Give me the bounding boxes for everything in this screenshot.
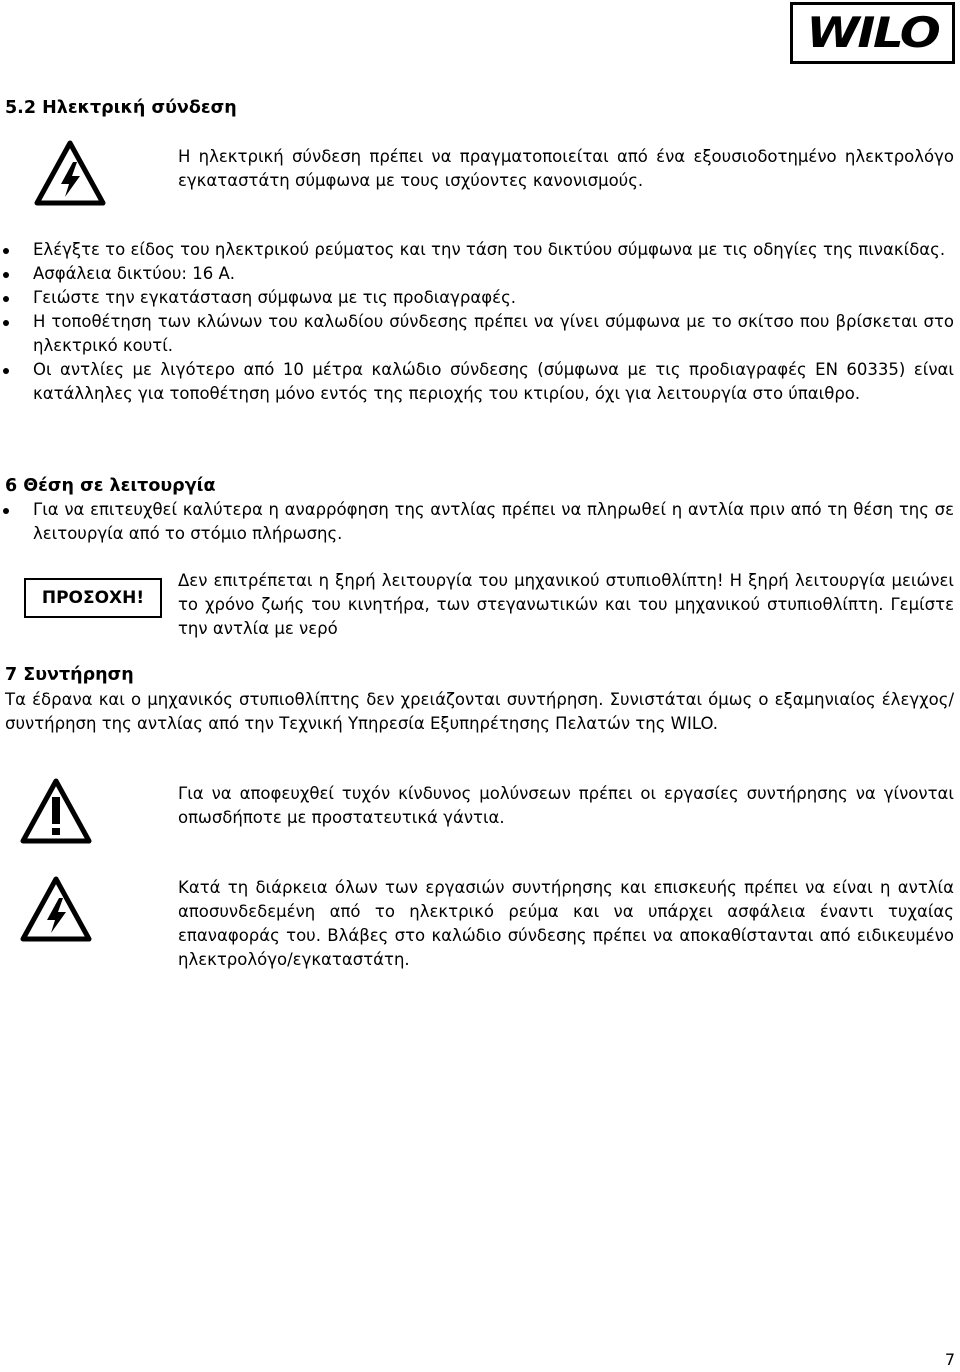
page-number: 7	[944, 1350, 955, 1369]
wilo-logo	[790, 2, 955, 64]
list-item: Γειώστε την εγκατάσταση σύμφωνα με τις προδιαγραφές.	[0, 286, 954, 310]
section-6-heading: 6 Θέση σε λειτουργία	[5, 476, 216, 496]
section-5-2-heading: 5.2 Ηλεκτρική σύνδεση	[5, 98, 237, 118]
general-warning-icon	[20, 778, 92, 844]
caution-label: ΠΡΟΣΟΧΗ!	[24, 578, 162, 618]
section-7-heading: 7 Συντήρηση	[5, 665, 134, 685]
logo-text: WILO	[806, 8, 939, 57]
list-item: Ελέγξτε το είδος του ηλεκτρικού ρεύματος και την τάση του δικτύου σύμφωνα με τις οδηγίες της πινακίδας.	[0, 238, 954, 262]
caution-text: Δεν επιτρέπεται η ξηρή λειτουργία του μηχανικού στυπιοθλίπτη! Η ξηρή λειτουργία μειώνει το χρόνο ζωής του κινητήρα, των στεγανωτικών και του μηχανικού στυπιοθλίπτη. Γεμίστε την αντλία με νερό	[178, 571, 954, 638]
maintenance-text: Τα έδρανα και ο μηχανικός στυπιοθλίπτης δεν χρειάζονται συντήρηση. Συνιστάται όμως ο εξαμηνιαίος έλεγχος/συντήρηση της αντλίας από την Τεχνική Υπηρεσία Εξυπηρέτησης Πελατών της WILO.	[5, 690, 954, 733]
list-item: Για να επιτευχθεί καλύτερα η αναρρόφηση της αντλίας πρέπει να πληρωθεί η αντλία πριν από τη θέση της σε λειτουργία από το στόμιο πλήρωσης.	[0, 498, 954, 546]
list-item: Ασφάλεια δικτύου: 16 Α.	[0, 262, 954, 286]
electric-connection-warning: Η ηλεκτρική σύνδεση πρέπει να πραγματοποιείται από ένα εξουσιοδοτημένο ηλεκτρολόγο εγκαταστάτη σύμφωνα με τους ισχύοντες κανονισμούς.	[178, 147, 954, 190]
disconnect-warning: Κατά τη διάρκεια όλων των εργασιών συντήρησης και επισκευής πρέπει να είναι η αντλία αποσυνδεδεμένη από το ηλεκτρικό ρεύμα και να υπάρχει ασφάλεια έναντι τυχαίας επαναφοράς του. Βλάβες στο καλώδιο σύνδεσης πρέπει να αποκαθίστανται από ειδικευμένο ηλεκτρολόγο/εγκαταστάτη.	[178, 878, 954, 969]
section-5-2-bullet-list	[0, 238, 954, 406]
electric-hazard-icon	[20, 876, 92, 942]
gloves-warning: Για να αποφευχθεί τυχόν κίνδυνος μολύνσεων πρέπει οι εργασίες συντήρησης να γίνονται οπωσδήποτε με προστατευτικά γάντια.	[178, 784, 954, 827]
list-item: Η τοποθέτηση των κλώνων του καλωδίου σύνδεσης πρέπει να γίνει σύμφωνα με το σκίτσο που βρίσκεται στο ηλεκτρικό κουτί.	[0, 310, 954, 358]
electric-hazard-icon	[34, 140, 106, 206]
list-item: Οι αντλίες με λιγότερο από 10 μέτρα καλώδιο σύνδεσης (σύμφωνα με τις προδιαγραφές ΕΝ 60335) είναι κατάλληλες για τοποθέτηση μόνο εντός της περιοχής του κτιρίου, όχι για λειτουργία στο ύπαιθρο.	[0, 358, 954, 406]
section-6-bullet-list	[0, 498, 954, 546]
